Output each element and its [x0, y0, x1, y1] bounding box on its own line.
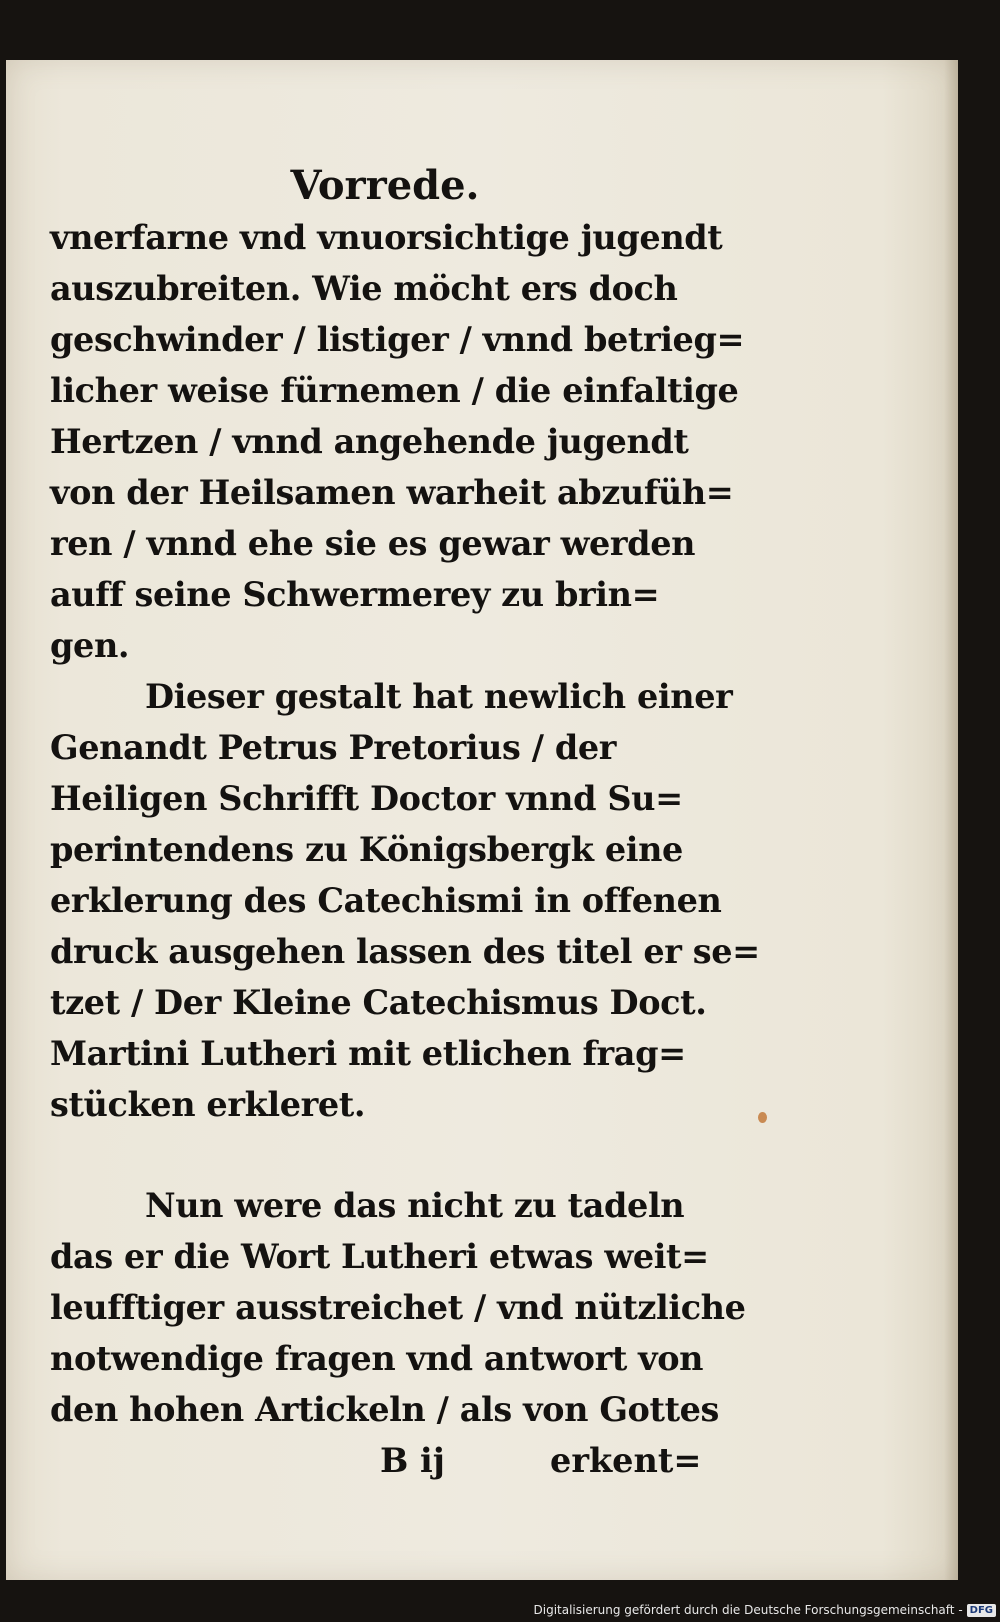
dfg-logo-icon: DFG: [967, 1604, 996, 1617]
text-line: tzet / Der Kleine Catechismus Doct.: [50, 983, 707, 1022]
signature-mark: B ij: [380, 1441, 445, 1480]
text-block: [50, 160, 760, 1486]
page-edge-shadow: [944, 60, 958, 1580]
footer-credit-text: Digitalisierung gefördert durch die Deutsche Forschungsgemeinschaft -: [533, 1603, 963, 1617]
text-line: druck ausgehen lassen des titel er se=: [50, 932, 760, 971]
text-line: licher weise fürnemen / die einfaltige: [50, 371, 739, 410]
page-foot-line: [50, 1435, 702, 1486]
text-line: Heiligen Schrifft Doctor vnnd Su=: [50, 779, 683, 818]
text-line: leufftiger ausstreichet / vnd nützliche: [50, 1288, 746, 1327]
text-line: stücken erkleret.: [50, 1085, 366, 1124]
paper-stain: [758, 1112, 767, 1123]
paragraph-1: [50, 212, 745, 671]
paragraph-2: [50, 671, 760, 1130]
digitization-footer: [534, 1600, 997, 1620]
text-line: notwendige fragen vnd antwort von: [50, 1339, 704, 1378]
text-line: den hohen Artickeln / als von Gottes: [50, 1390, 720, 1429]
text-line: geschwinder / listiger / vnnd betrieg=: [50, 320, 745, 359]
catchword: erkent=: [550, 1441, 702, 1480]
text-line: Dieser gestalt hat newlich einer: [145, 677, 733, 716]
text-line: Nun were das nicht zu tadeln: [145, 1186, 685, 1225]
text-line: perintendens zu Königsbergk eine: [50, 830, 683, 869]
text-line: auff seine Schwermerey zu brin=: [50, 575, 660, 614]
text-line: Martini Lutheri mit etlichen frag=: [50, 1034, 686, 1073]
text-line: Genandt Petrus Pretorius / der: [50, 728, 617, 767]
text-line: vnerfarne vnd vnuorsichtige jugendt: [50, 218, 723, 257]
paragraph-3: [50, 1180, 746, 1435]
text-line: von der Heilsamen warheit abzufüh=: [50, 473, 734, 512]
text-line: erklerung des Catechismi in offenen: [50, 881, 722, 920]
text-line: das er die Wort Lutheri etwas weit=: [50, 1237, 709, 1276]
text-line: ren / vnnd ehe sie es gewar werden: [50, 524, 696, 563]
paragraph-gap: [50, 1130, 690, 1180]
text-line: gen.: [50, 626, 130, 665]
book-page: [6, 60, 958, 1580]
text-line: Hertzen / vnnd angehende jugendt: [50, 422, 689, 461]
text-line: auszubreiten. Wie möcht ers doch: [50, 269, 678, 308]
running-head: Vorrede.: [290, 162, 480, 209]
